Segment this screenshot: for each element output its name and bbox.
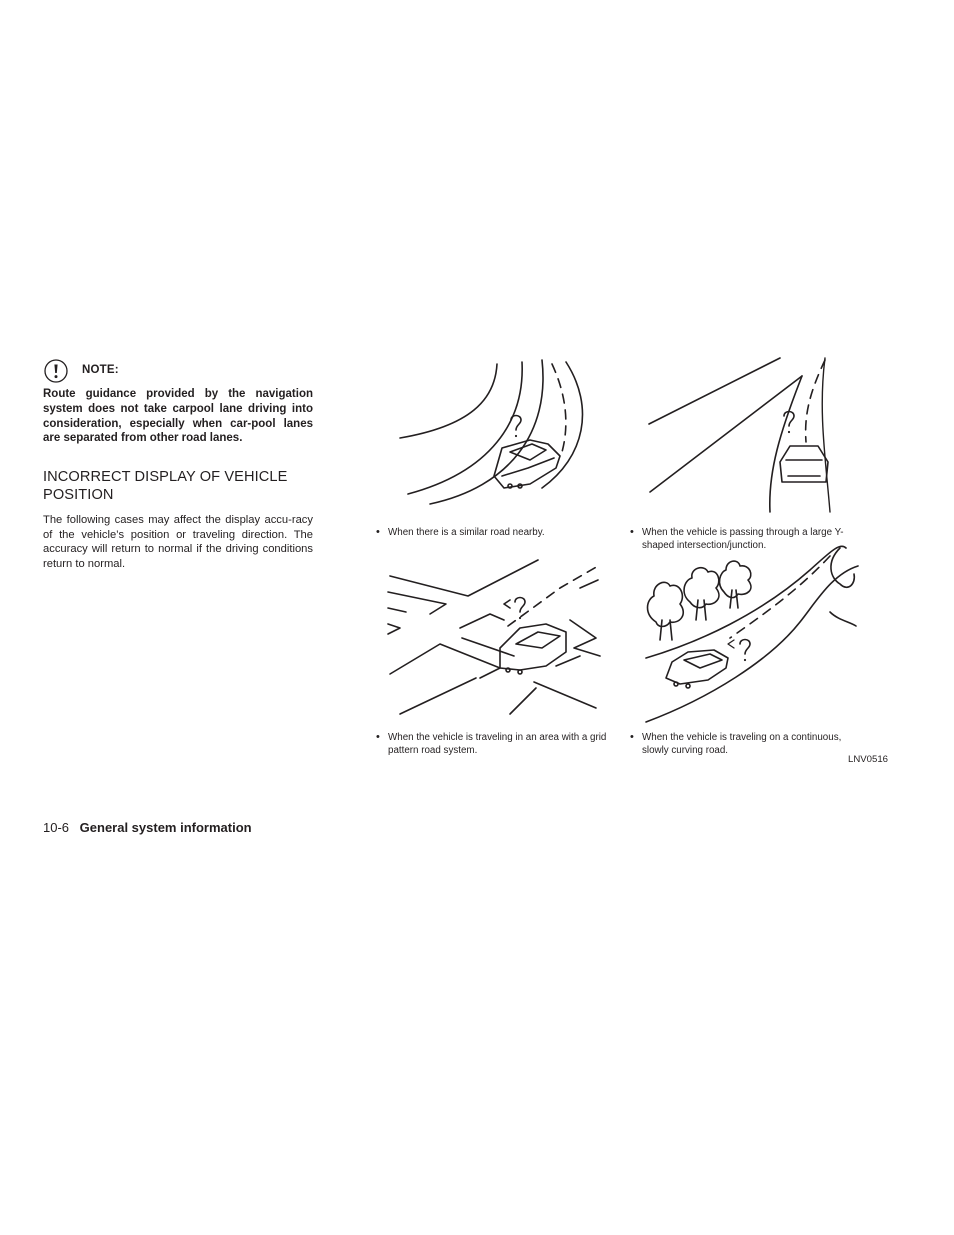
footer-title: General system information xyxy=(79,820,252,835)
note-title: NOTE: xyxy=(82,364,119,376)
exclamation-circle-icon xyxy=(43,358,69,384)
note-text: Route guidance provided by the navigation system does not take carpool lane driving into consideration, especially when car-pool lanes are separated from other road lanes. xyxy=(43,388,313,445)
section-body: The following cases may affect the display accu-racy of the vehicle’s position or traveling direction. The accuracy will return to normal if the driving conditions return to normal. xyxy=(43,514,313,571)
caption-similar-road: • When there is a similar road nearby. xyxy=(376,526,545,538)
similar-road-illustration xyxy=(400,360,582,504)
y-intersection-illustration xyxy=(649,358,830,512)
caption-grid-road: • When the vehicle is traveling in an area with a grid pattern road system. xyxy=(376,731,607,756)
caption-curving-road: • When the vehicle is traveling on a continuous, slowly curving road. xyxy=(630,731,842,756)
note-header xyxy=(43,358,313,384)
caption-y-intersection: • When the vehicle is passing through a large Y-shaped intersection/junction. xyxy=(630,526,844,551)
grid-road-illustration xyxy=(388,560,600,714)
curving-road-illustration xyxy=(646,546,858,722)
figure-id: LNV0516 xyxy=(848,754,889,765)
illustration-figure xyxy=(370,352,900,772)
page-number: 10-6 xyxy=(43,820,70,835)
page-footer xyxy=(43,820,252,835)
section-heading: INCORRECT DISPLAY OF VEHICLE POSITION xyxy=(43,469,288,503)
trees-decoration xyxy=(648,561,751,640)
